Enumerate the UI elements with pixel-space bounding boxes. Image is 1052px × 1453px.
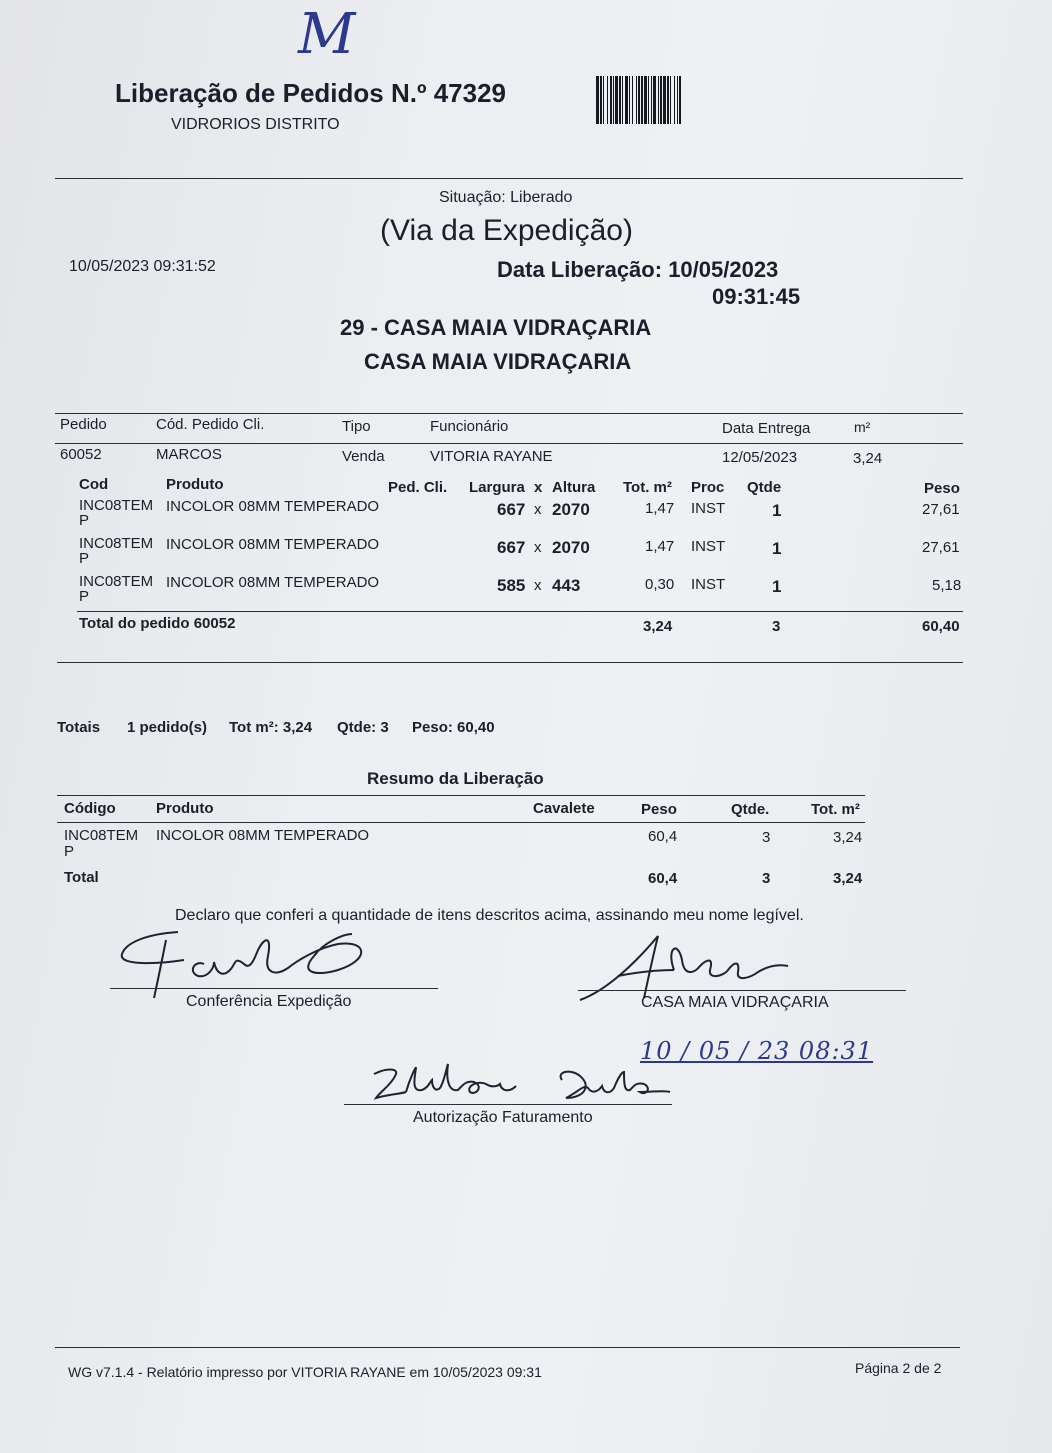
- barcode-bar: [607, 76, 608, 124]
- item-x: x: [534, 539, 542, 556]
- signature-line-right: [578, 990, 906, 991]
- footer-divider: [55, 1347, 960, 1348]
- item-header-tot-m2: Tot. m²: [623, 479, 672, 496]
- summary-produto: INCOLOR 08MM TEMPERADO: [156, 827, 370, 844]
- item-altura: 2070: [552, 500, 590, 519]
- item-header-altura: Altura: [552, 479, 596, 496]
- handwritten-date: 10 / 05 / 23 08:31: [640, 1037, 874, 1065]
- order-total-peso: 60,40: [922, 618, 960, 635]
- copy-label: (Via da Expedição): [380, 214, 633, 247]
- summary-qtde: 3: [762, 829, 771, 846]
- barcode-bar: [603, 76, 604, 124]
- barcode-bar: [636, 76, 637, 124]
- document-title: Liberação de Pedidos N.º 47329: [115, 78, 506, 108]
- summary-peso: 60,4: [648, 828, 678, 845]
- col-header-tipo: Tipo: [342, 418, 371, 435]
- item-header-x: x: [534, 479, 543, 496]
- item-header-produto: Produto: [166, 476, 224, 493]
- order-total-m2: 3,24: [643, 618, 673, 635]
- barcode-bar: [638, 76, 640, 124]
- item-peso: 27,61: [922, 501, 960, 518]
- item-header-cod: Cod: [79, 476, 109, 493]
- order-pedido: 60052: [60, 446, 102, 463]
- footer-page-number: Página 2 de 2: [855, 1360, 942, 1376]
- col-header-data-entrega: Data Entrega: [722, 420, 811, 437]
- barcode-bar: [619, 76, 621, 124]
- summary-tot-m2: 3,24: [833, 829, 863, 846]
- item-header-peso: Peso: [924, 480, 960, 497]
- summary-header-codigo: Código: [64, 800, 116, 817]
- order-funcionario: VITORIA RAYANE: [430, 448, 553, 465]
- order-cod-cli: MARCOS: [156, 446, 222, 463]
- item-x: x: [534, 577, 542, 594]
- totals-label: Totais: [57, 719, 101, 736]
- item-header-largura: Largura: [469, 479, 525, 496]
- barcode-bar: [658, 76, 659, 124]
- item-qtde: 1: [772, 577, 782, 596]
- totals-divider: [57, 662, 963, 663]
- item-cod-wrap: P: [79, 588, 90, 605]
- totals-qtde: Qtde: 3: [337, 719, 389, 736]
- barcode-bar: [632, 76, 633, 124]
- item-cod: INC08TEM: [79, 497, 154, 514]
- item-peso: 27,61: [922, 539, 960, 556]
- barcode-bar: [677, 76, 678, 124]
- item-header-ped-cli: Ped. Cli.: [388, 479, 448, 496]
- item-proc: INST: [691, 576, 726, 593]
- signature-label-right: CASA MAIA VIDRAÇARIA: [641, 994, 829, 1011]
- item-header-proc: Proc: [691, 479, 725, 496]
- item-x: x: [534, 501, 542, 518]
- item-produto: INCOLOR 08MM TEMPERADO: [166, 536, 380, 553]
- order-total-qtde: 3: [772, 618, 781, 635]
- summary-header-produto: Produto: [156, 800, 214, 817]
- item-produto: INCOLOR 08MM TEMPERADO: [166, 574, 380, 591]
- item-header-qtde: Qtde: [747, 479, 782, 496]
- order-total-label: Total do pedido 60052: [79, 615, 236, 632]
- item-qtde: 1: [772, 539, 782, 558]
- item-tot-m2: 1,47: [645, 538, 675, 555]
- col-header-pedido: Pedido: [60, 416, 107, 433]
- item-qtde: 1: [772, 501, 782, 520]
- barcode-image: [596, 76, 758, 124]
- summary-header-tot-m2: Tot. m²: [811, 801, 860, 818]
- summary-codigo-wrap: P: [64, 843, 75, 860]
- handwritten-mark: M: [298, 2, 356, 67]
- status-line: Situação: Liberado: [439, 189, 573, 206]
- barcode-bar: [622, 76, 623, 124]
- barcode-bar: [670, 76, 671, 124]
- signature-faturamento: [366, 1058, 676, 1108]
- item-tot-m2: 0,30: [645, 576, 675, 593]
- item-proc: INST: [691, 538, 726, 555]
- barcode-bar: [625, 76, 628, 124]
- barcode-bar: [641, 76, 643, 124]
- company-name: VIDRORIOS DISTRITO: [171, 116, 340, 133]
- release-date: [497, 257, 778, 283]
- item-largura: 667: [497, 500, 526, 519]
- item-produto: INCOLOR 08MM TEMPERADO: [166, 498, 380, 515]
- barcode-bar: [674, 76, 675, 124]
- barcode-bar: [653, 76, 656, 124]
- order-table-header-rule: [55, 443, 963, 444]
- release-date-label: Data Liberação:: [497, 257, 663, 282]
- order-data-entrega: 12/05/2023: [722, 449, 798, 466]
- col-header-funcionario: Funcionário: [430, 418, 509, 435]
- barcode-bar: [596, 76, 599, 124]
- release-date-value: 10/05/2023: [668, 257, 779, 282]
- release-time: 09:31:45: [712, 284, 801, 309]
- barcode-bar: [663, 76, 666, 124]
- customer-code-name: 29 - CASA MAIA VIDRAÇARIA: [340, 315, 652, 340]
- item-cod-wrap: P: [79, 512, 90, 529]
- summary-total-label: Total: [64, 869, 99, 886]
- declaration-text: Declaro que conferi a quantidade de itens descritos acima, assinando meu nome legível.: [175, 907, 804, 924]
- col-header-m2: m²: [854, 419, 871, 435]
- signature-line-bottom: [344, 1104, 672, 1105]
- signature-label-left: Conferência Expedição: [186, 993, 352, 1010]
- summary-header-cavalete: Cavalete: [533, 800, 595, 817]
- barcode-bar: [629, 76, 630, 124]
- footer-report-info: WG v7.1.4 - Relatório impresso por VITORIA RAYANE em 10/05/2023 09:31: [68, 1364, 542, 1380]
- barcode-bar: [615, 76, 618, 124]
- order-tipo: Venda: [342, 448, 385, 465]
- item-proc: INST: [691, 500, 726, 517]
- col-header-cod-cli: Cód. Pedido Cli.: [156, 416, 265, 433]
- customer-name: CASA MAIA VIDRAÇARIA: [364, 349, 632, 374]
- item-cod-wrap: P: [79, 550, 90, 567]
- item-tot-m2: 1,47: [645, 500, 675, 517]
- summary-total-qtde: 3: [762, 870, 771, 887]
- signature-line-left: [110, 988, 438, 989]
- header-divider: [55, 178, 963, 179]
- item-cod: INC08TEM: [79, 573, 154, 590]
- summary-top-rule: [57, 795, 865, 796]
- summary-header-qtde: Qtde.: [731, 801, 770, 818]
- barcode-bar: [610, 76, 612, 124]
- barcode-bar: [613, 76, 614, 124]
- item-altura: 2070: [552, 538, 590, 557]
- signature-label-bottom: Autorização Faturamento: [413, 1109, 593, 1126]
- barcode-bar: [651, 76, 652, 124]
- items-total-rule: [77, 611, 963, 612]
- item-peso: 5,18: [932, 577, 962, 594]
- order-table-top-rule: [55, 413, 963, 414]
- summary-total-peso: 60,4: [648, 870, 678, 887]
- item-largura: 585: [497, 576, 526, 595]
- totals-m2: Tot m²: 3,24: [229, 719, 313, 736]
- totals-pedidos: 1 pedido(s): [127, 719, 208, 736]
- barcode-bar: [667, 76, 669, 124]
- item-largura: 667: [497, 538, 526, 557]
- printed-timestamp: 10/05/2023 09:31:52: [69, 258, 216, 275]
- summary-title: Resumo da Liberação: [367, 769, 544, 788]
- barcode-bar: [660, 76, 662, 124]
- barcode-bar: [600, 76, 602, 124]
- summary-total-tot-m2: 3,24: [833, 870, 863, 887]
- item-altura: 443: [552, 576, 581, 595]
- summary-header-rule: [57, 822, 865, 823]
- summary-header-peso: Peso: [641, 801, 677, 818]
- totals-peso: Peso: 60,40: [412, 719, 495, 736]
- barcode-bar: [644, 76, 647, 124]
- barcode-bar: [648, 76, 649, 124]
- summary-codigo: INC08TEM: [64, 827, 139, 844]
- item-cod: INC08TEM: [79, 535, 154, 552]
- order-m2: 3,24: [853, 450, 883, 467]
- barcode-bar: [679, 76, 681, 124]
